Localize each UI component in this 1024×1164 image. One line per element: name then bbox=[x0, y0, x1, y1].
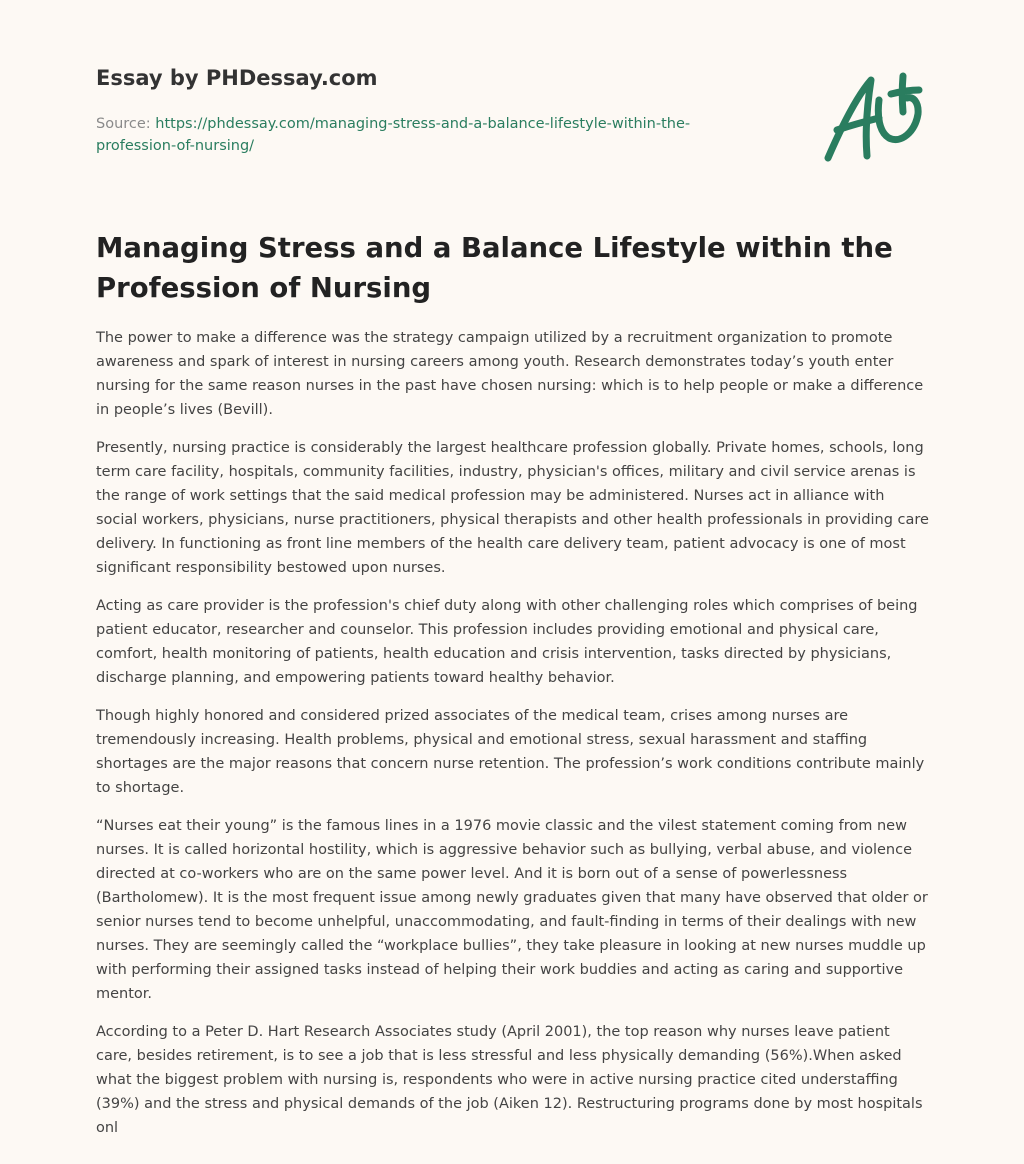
essay-paragraph: According to a Peter D. Hart Research Associates study (April 2001), the top reason why nurses leave patient care, besides retirement, is to see a job that is less stressful and less physically demanding (56%).When asked what the biggest problem with nursing is, respondents who were in active nursing practice cited understaffing (39%) and the stress and physical demands of the job (Aiken 12). Restructuring programs done by most hospitals onl bbox=[96, 1024, 923, 1136]
essay-body bbox=[96, 326, 930, 1154]
essay-paragraph: Though highly honored and considered prized associates of the medical team, crises among nurses are tremendously increasing. Health problems, physical and emotional stress, sexual harassment and staffing shortages are the major reasons that concern nurse retention. The profession’s work conditions contribute mainly to shortage. bbox=[96, 708, 925, 796]
essay-paragraph: Acting as care provider is the profession's chief duty along with other challenging roles which comprises of being patient educator, researcher and counselor. This profession includes providing emotional and physical care, comfort, health monitoring of patients, health education and crisis intervention, tasks directed by physicians, discharge planning, and empowering patients toward healthy behavior. bbox=[96, 598, 918, 686]
source-label: Source: bbox=[96, 116, 151, 132]
essay-title: Managing Stress and a Balance Lifestyle within the Profession of Nursing bbox=[96, 232, 893, 304]
essay-paragraph: The power to make a difference was the strategy campaign utilized by a recruitment organization to promote awareness and spark of interest in nursing careers among youth. Research demonstrates today’s youth enter nursing for the same reason nurses in the past have chosen nursing: which is to help people or make a difference in people’s lives (Bevill). bbox=[96, 330, 924, 418]
source-link[interactable]: https://phdessay.com/managing-stress-and-a-balance-lifestyle-within-the-profession-of-nursing/ bbox=[96, 116, 691, 154]
site-brand: Essay by PHDessay.com bbox=[96, 66, 378, 90]
a-plus-logo-icon bbox=[823, 70, 928, 165]
essay-paragraph: Presently, nursing practice is considerably the largest healthcare profession globally. Private homes, schools, long term care facility, hospitals, community facilities, industry, physician's offices, military and civil service arenas is the range of work settings that the said medical profession may be administered. Nurses act in alliance with social workers, physicians, nurse practitioners, physical therapists and other health professionals in providing care delivery. In functioning as front line members of the health care delivery team, patient advocacy is one of most significant responsibility bestowed upon nurses. bbox=[96, 440, 929, 576]
source-line bbox=[96, 113, 736, 157]
essay-paragraph: “Nurses eat their young” is the famous lines in a 1976 movie classic and the vilest statement coming from new nurses. It is called horizontal hostility, which is aggressive behavior such as bullying, verbal abuse, and violence directed at co-workers who are on the same power level. And it is born out of a sense of powerlessness (Bartholomew). It is the most frequent issue among newly graduates given that many have observed that older or senior nurses tend to become unhelpful, unaccommodating, and fault-finding in terms of their dealings with new nurses. They are seemingly called the “workplace bullies”, they take pleasure in looking at new nurses muddle up with performing their assigned tasks instead of helping their work buddies and acting as caring and supportive mentor. bbox=[96, 818, 928, 1002]
